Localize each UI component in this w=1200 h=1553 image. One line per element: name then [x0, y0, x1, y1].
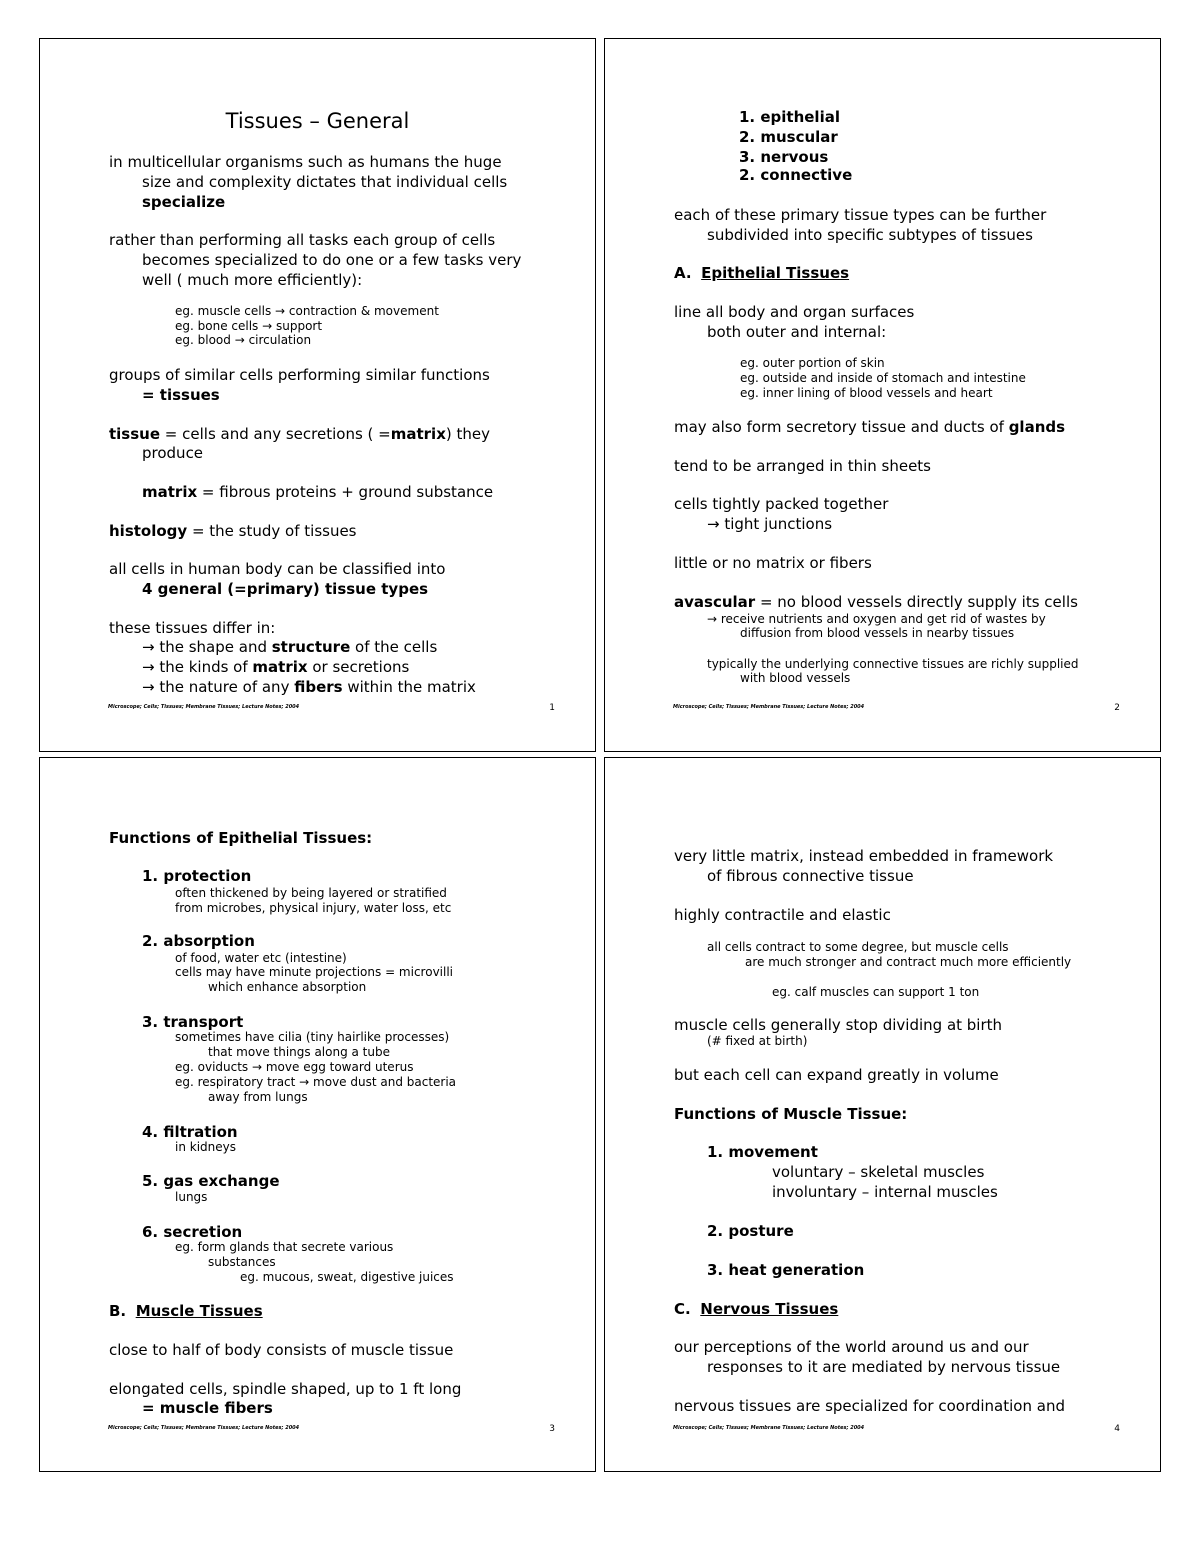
note-line: sometimes have cilia (tiny hairlike processes): [175, 1030, 450, 1044]
example-line: eg. blood → circulation: [175, 333, 312, 347]
section-heading: Functions of Epithelial Tissues:: [109, 829, 373, 847]
matrix-definition: matrix = fibrous proteins + ground substance: [142, 483, 494, 501]
text-line: highly contractile and elastic: [674, 906, 891, 924]
note-line: diffusion from blood vessels in nearby tissues: [740, 626, 1015, 640]
note-line: with blood vessels: [740, 671, 851, 685]
text-line: cells tightly packed together: [674, 495, 889, 513]
section-heading: A. Epithelial Tissues: [674, 264, 850, 282]
section-heading: Functions of Muscle Tissue:: [674, 1105, 908, 1123]
tissue-definition: tissue = cells and any secretions ( =matrix) they: [109, 425, 490, 443]
text-line: muscle cells generally stop dividing at birth: [674, 1016, 1003, 1034]
note-line: eg. calf muscles can support 1 ton: [772, 985, 980, 999]
function-item: 4. filtration: [142, 1123, 238, 1141]
text-line: very little matrix, instead embedded in framework: [674, 847, 1054, 865]
note-line: eg. mucous, sweat, digestive juices: [240, 1270, 454, 1284]
text-line: 4 general (=primary) tissue types: [142, 580, 429, 598]
text-line: responses to it are mediated by nervous tissue: [707, 1358, 1061, 1376]
text-line: becomes specialized to do one or a few tasks very: [142, 251, 522, 269]
text-line: in multicellular organisms such as humans the huge: [109, 153, 502, 171]
text-line: well ( much more efficiently):: [142, 271, 363, 289]
example-line: eg. outer portion of skin: [740, 356, 885, 370]
note-line: eg. form glands that secrete various: [175, 1240, 394, 1254]
text-line: involuntary – internal muscles: [772, 1183, 998, 1201]
note-line: typically the underlying connective tissues are richly supplied: [707, 657, 1079, 671]
text-line: produce: [142, 444, 204, 462]
text-line: each of these primary tissue types can be further: [674, 206, 1047, 224]
note-line: away from lungs: [208, 1090, 308, 1104]
text-line: tend to be arranged in thin sheets: [674, 457, 931, 475]
example-line: eg. outside and inside of stomach and intestine: [740, 371, 1026, 385]
tissue-type-item: 3. nervous: [739, 148, 829, 166]
slide-3: [39, 757, 596, 1472]
slide-footer: Microscope; Cells; Tissues; Membrane Tissues; Lecture Notes; 2004: [673, 704, 865, 710]
note-line: lungs: [175, 1190, 208, 1204]
note-line: in kidneys: [175, 1140, 236, 1154]
example-line: eg. bone cells → support: [175, 319, 323, 333]
function-item: 2. posture: [707, 1222, 794, 1240]
text-line: specialize: [142, 193, 226, 211]
page-number: 4: [1114, 1424, 1120, 1434]
text-line: close to half of body consists of muscle tissue: [109, 1341, 454, 1359]
note-line: → receive nutrients and oxygen and get rid of wastes by: [707, 612, 1046, 626]
slide-title: Tissues – General: [225, 109, 410, 133]
page-number: 3: [549, 1424, 555, 1434]
text-line: these tissues differ in:: [109, 619, 276, 637]
text-line: both outer and internal:: [707, 323, 887, 341]
slide-footer: Microscope; Cells; Tissues; Membrane Tissues; Lecture Notes; 2004: [673, 1425, 865, 1431]
slide-4: [604, 757, 1161, 1472]
slide-2: [604, 38, 1161, 752]
note-line: that move things along a tube: [208, 1045, 390, 1059]
glands-line: may also form secretory tissue and ducts of glands: [674, 418, 1066, 436]
function-item: 1. movement: [707, 1143, 818, 1161]
text-line: voluntary – skeletal muscles: [772, 1163, 985, 1181]
function-item: 3. heat generation: [707, 1261, 865, 1279]
note-line: substances: [208, 1255, 276, 1269]
text-line: of fibrous connective tissue: [707, 867, 914, 885]
avascular-definition: avascular = no blood vessels directly supply its cells: [674, 593, 1078, 611]
note-line: which enhance absorption: [208, 980, 367, 994]
note-line: eg. respiratory tract → move dust and bacteria: [175, 1075, 457, 1089]
text-line: elongated cells, spindle shaped, up to 1 ft long: [109, 1380, 462, 1398]
slide-1: [39, 38, 596, 752]
histology-definition: histology = the study of tissues: [109, 522, 357, 540]
function-item: 6. secretion: [142, 1223, 243, 1241]
text-line: → tight junctions: [707, 515, 833, 533]
note-line: all cells contract to some degree, but muscle cells: [707, 940, 1009, 954]
text-line: our perceptions of the world around us and our: [674, 1338, 1029, 1356]
note-line: eg. oviducts → move egg toward uterus: [175, 1060, 414, 1074]
text-line: subdivided into specific subtypes of tissues: [707, 226, 1033, 244]
example-line: eg. muscle cells → contraction & movement: [175, 304, 439, 318]
function-item: 3. transport: [142, 1013, 244, 1031]
text-line: line all body and organ surfaces: [674, 303, 915, 321]
page-number: 1: [549, 703, 555, 713]
note-line: (# fixed at birth): [707, 1034, 808, 1048]
text-line: = muscle fibers: [142, 1399, 273, 1417]
text-line: all cells in human body can be classified into: [109, 560, 446, 578]
function-item: 1. protection: [142, 867, 252, 885]
function-item: 2. absorption: [142, 932, 255, 950]
note-line: often thickened by being layered or stratified: [175, 886, 447, 900]
bullet-line: → the nature of any fibers within the matrix: [142, 678, 476, 696]
text-line: groups of similar cells performing similar functions: [109, 366, 490, 384]
slide-footer: Microscope; Cells; Tissues; Membrane Tissues; Lecture Notes; 2004: [108, 1425, 300, 1431]
page-number: 2: [1114, 703, 1120, 713]
text-line: size and complexity dictates that individual cells: [142, 173, 508, 191]
note-line: are much stronger and contract much more efficiently: [745, 955, 1072, 969]
function-item: 5. gas exchange: [142, 1172, 280, 1190]
text-line: nervous tissues are specialized for coordination and: [674, 1397, 1065, 1415]
note-line: of food, water etc (intestine): [175, 951, 347, 965]
text-line: = tissues: [142, 386, 220, 404]
note-line: cells may have minute projections = microvilli: [175, 965, 454, 979]
tissue-type-item: 2. muscular: [739, 128, 838, 146]
slide-footer: Microscope; Cells; Tissues; Membrane Tissues; Lecture Notes; 2004: [108, 704, 300, 710]
bullet-line: → the kinds of matrix or secretions: [142, 658, 410, 676]
example-line: eg. inner lining of blood vessels and heart: [740, 386, 993, 400]
text-line: but each cell can expand greatly in volume: [674, 1066, 999, 1084]
tissue-type-item: 1. epithelial: [739, 108, 840, 126]
bullet-line: → the shape and structure of the cells: [142, 638, 438, 656]
note-line: from microbes, physical injury, water loss, etc: [175, 901, 452, 915]
text-line: little or no matrix or fibers: [674, 554, 872, 572]
section-heading: C. Nervous Tissues: [674, 1300, 839, 1318]
text-line: rather than performing all tasks each group of cells: [109, 231, 496, 249]
tissue-type-item: 2. connective: [739, 166, 853, 184]
section-heading: B. Muscle Tissues: [109, 1302, 263, 1320]
